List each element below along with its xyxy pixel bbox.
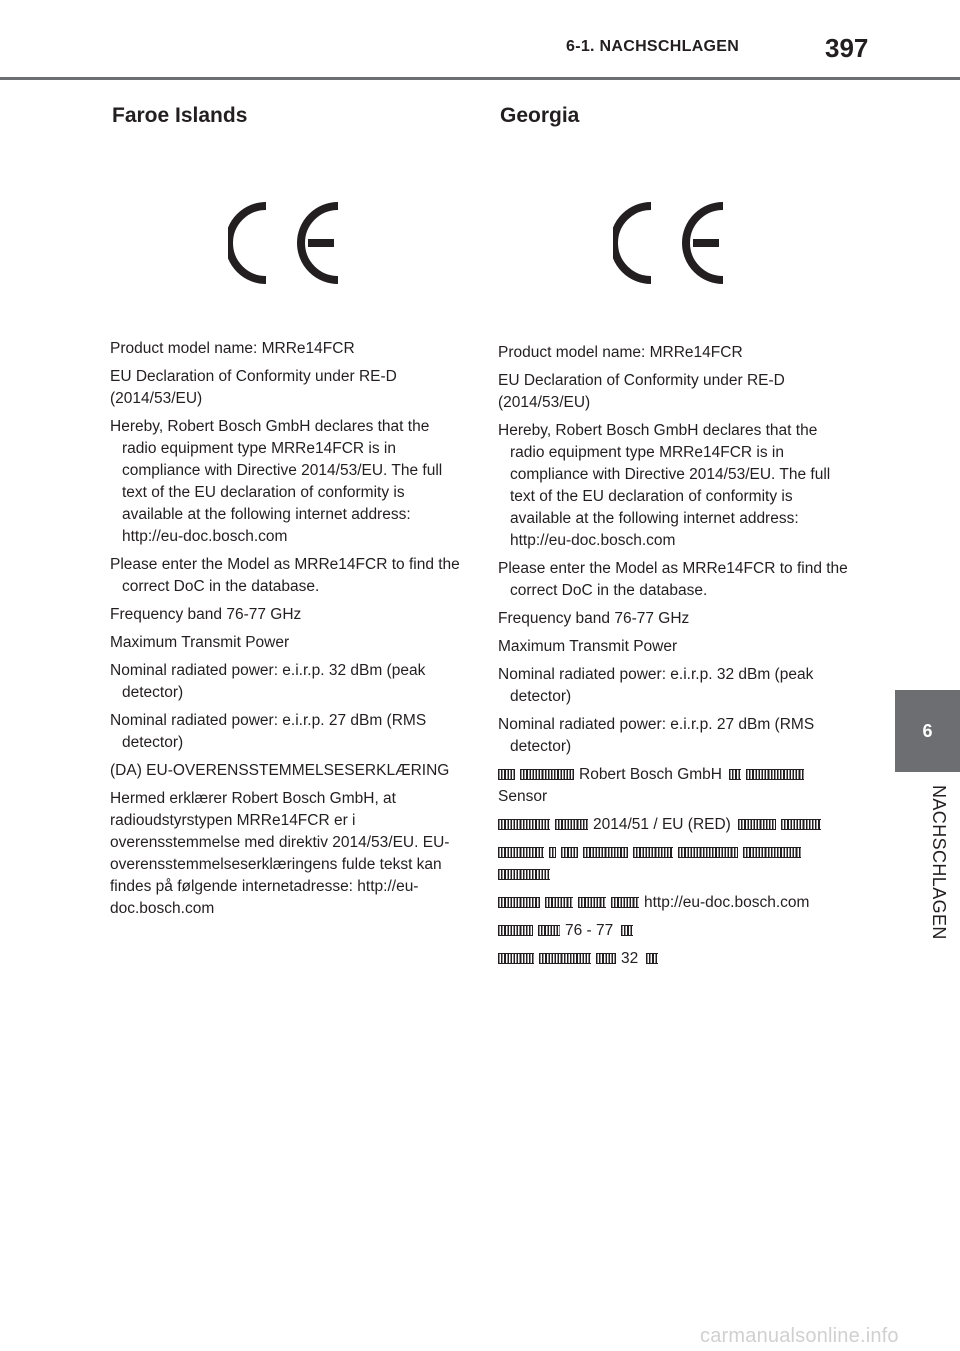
ce-mark-icon xyxy=(613,198,731,288)
power-value: 32 xyxy=(621,950,639,967)
georgian-line xyxy=(498,842,848,886)
unrendered-glyphs xyxy=(621,925,633,936)
georgian-line xyxy=(498,814,848,836)
georgian-line xyxy=(498,764,848,808)
unrendered-glyphs xyxy=(746,769,804,780)
unrendered-glyphs xyxy=(498,769,515,780)
unrendered-glyphs xyxy=(555,819,588,830)
paragraph: Maximum Transmit Power xyxy=(110,634,290,651)
georgia-section xyxy=(498,100,848,976)
georgian-line xyxy=(498,892,848,914)
unrendered-glyphs xyxy=(549,847,556,858)
unrendered-glyphs xyxy=(498,847,544,858)
directive-ref: 2014/51 / EU (RED) xyxy=(593,816,731,833)
unrendered-glyphs xyxy=(583,847,628,858)
paragraph: EU Declaration of Conformity under RE-D (2014/53/EU) xyxy=(498,372,785,411)
unrendered-glyphs xyxy=(538,925,560,936)
ce-mark-icon xyxy=(228,198,346,288)
section-heading: Faroe Islands xyxy=(112,104,248,127)
unrendered-glyphs xyxy=(498,819,550,830)
frequency-range: 76 - 77 xyxy=(565,922,614,939)
unrendered-glyphs xyxy=(743,847,801,858)
paragraph: Maximum Transmit Power xyxy=(498,638,678,655)
section-heading: Georgia xyxy=(500,104,580,127)
paragraph: Nominal radiated power: e.i.r.p. 27 dBm (RMS detector) xyxy=(110,712,427,751)
section-title: 6-1. NACHSCHLAGEN xyxy=(566,38,740,55)
unrendered-glyphs xyxy=(545,897,573,908)
paragraph-list xyxy=(498,342,848,970)
unrendered-glyphs xyxy=(611,897,639,908)
paragraph-list xyxy=(110,338,462,920)
unrendered-glyphs xyxy=(498,953,534,964)
unrendered-glyphs xyxy=(498,869,550,880)
paragraph: Frequency band 76-77 GHz xyxy=(110,606,302,623)
paragraph: Hereby, Robert Bosch GmbH declares that the radio equipment type MRRe14FCR is in compliance with Directive 2014/53/EU. The full text of the EU declaration of conformity is available at the following internet address: http://eu-doc.bosch.com xyxy=(498,422,831,549)
paragraph: Nominal radiated power: e.i.r.p. 32 dBm (peak detector) xyxy=(110,662,426,701)
paragraph: Product model name: MRRe14FCR xyxy=(498,344,743,361)
unrendered-glyphs xyxy=(539,953,591,964)
unrendered-glyphs xyxy=(561,847,578,858)
company-name: Robert Bosch GmbH xyxy=(579,766,722,783)
unrendered-glyphs xyxy=(520,769,574,780)
unrendered-glyphs xyxy=(578,897,606,908)
unrendered-glyphs xyxy=(633,847,673,858)
paragraph: Nominal radiated power: e.i.r.p. 27 dBm (RMS detector) xyxy=(498,716,815,755)
paragraph: Hermed erklærer Robert Bosch GmbH, at radioudstyrstypen MRRe14FCR er i overensstemmelse med direktiv 2014/53/EU. EU-overensstemmelseserklæringens fulde tekst kan findes på følgende internetadresse: http://eu-doc.bosch.com xyxy=(110,790,450,917)
paragraph: Nominal radiated power: e.i.r.p. 32 dBm (peak detector) xyxy=(498,666,814,705)
georgian-line xyxy=(498,948,848,970)
unrendered-glyphs xyxy=(729,769,741,780)
paragraph: EU Declaration of Conformity under RE-D (2014/53/EU) xyxy=(110,368,397,407)
unrendered-glyphs xyxy=(678,847,738,858)
paragraph: Frequency band 76-77 GHz xyxy=(498,610,690,627)
chapter-label: NACHSCHLAGEN xyxy=(929,785,949,940)
paragraph: Please enter the Model as MRRe14FCR to find the correct DoC in the database. xyxy=(110,556,460,595)
unrendered-glyphs xyxy=(498,897,540,908)
watermark: carmanualsonline.info xyxy=(700,1325,899,1347)
paragraph: Hereby, Robert Bosch GmbH declares that the radio equipment type MRRe14FCR is in compliance with Directive 2014/53/EU. The full text of the EU declaration of conformity is available at the following internet address: http://eu-doc.bosch.com xyxy=(110,418,443,545)
unrendered-glyphs xyxy=(646,953,658,964)
page-number: 397 xyxy=(825,33,869,63)
paragraph: (DA) EU-OVERENSSTEMMELSESERKLÆRING xyxy=(110,762,450,779)
header-divider xyxy=(0,77,960,80)
unrendered-glyphs xyxy=(498,925,533,936)
doc-url: http://eu-doc.bosch.com xyxy=(644,894,810,911)
paragraph: Please enter the Model as MRRe14FCR to find the correct DoC in the database. xyxy=(498,560,848,599)
unrendered-glyphs xyxy=(738,819,776,830)
faroe-islands-section xyxy=(110,100,462,926)
sensor-word: Sensor xyxy=(498,788,548,805)
unrendered-glyphs xyxy=(596,953,616,964)
paragraph: Product model name: MRRe14FCR xyxy=(110,340,355,357)
chapter-number: 6 xyxy=(922,720,933,741)
unrendered-glyphs xyxy=(781,819,821,830)
georgian-line xyxy=(498,920,848,942)
chapter-tab[interactable] xyxy=(895,690,960,772)
